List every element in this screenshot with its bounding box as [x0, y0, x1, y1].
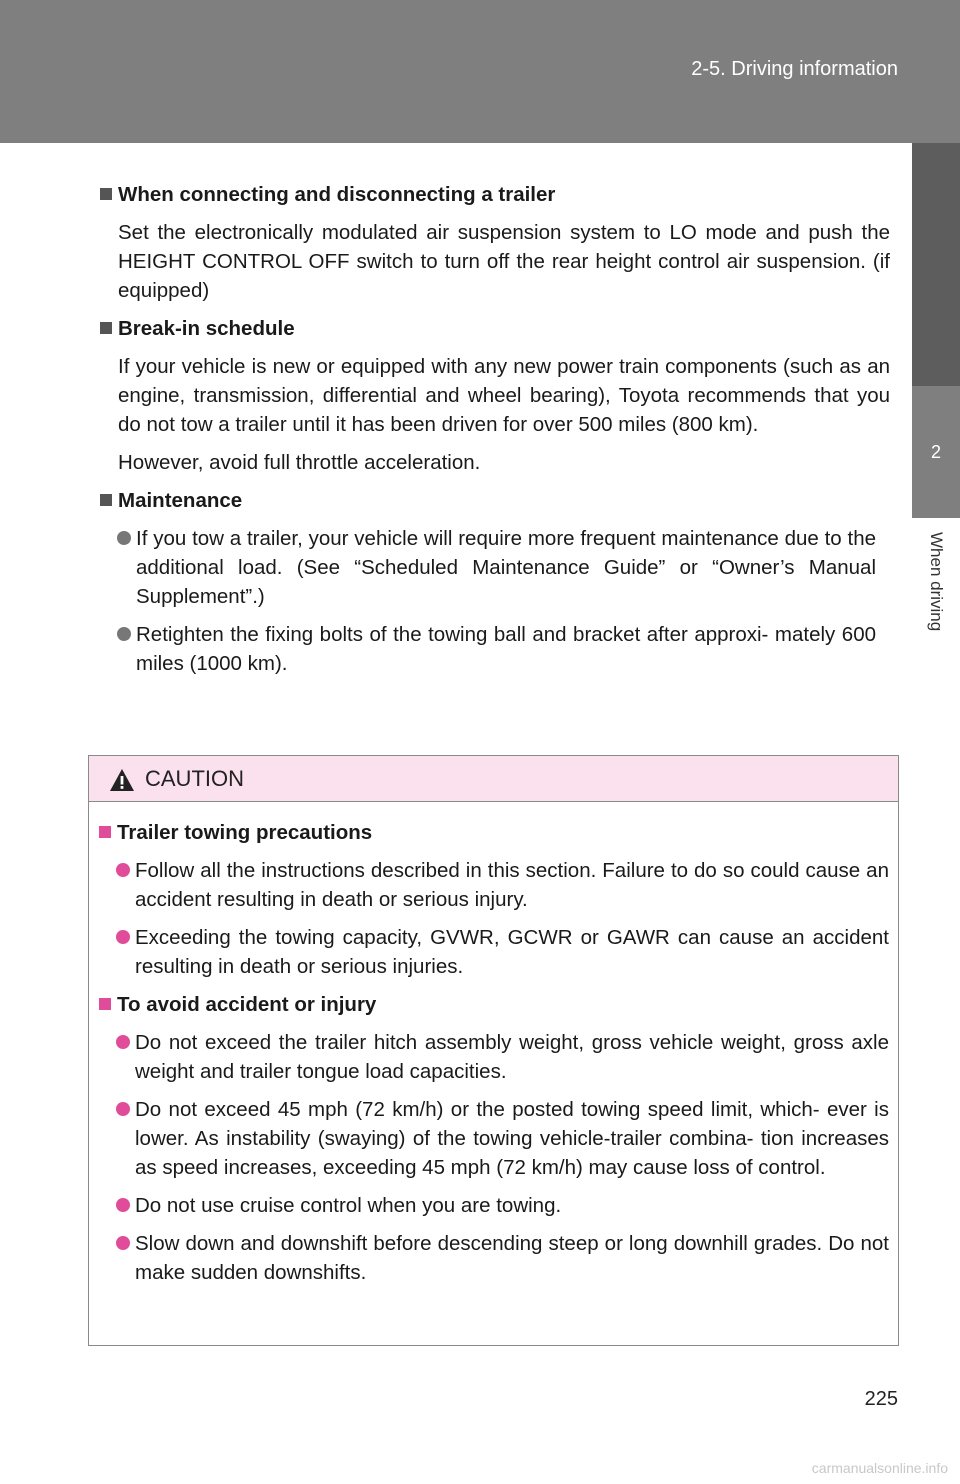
circle-bullet-icon	[117, 531, 131, 545]
main-content	[100, 180, 890, 687]
list-item: If you tow a trailer, your vehicle will require more frequent maintenance due to the additional load. (See “Scheduled Maintenance Guide” or “Owner’s Manual Supplement”.)	[136, 524, 876, 611]
paragraph: If your vehicle is new or equipped with any new power train components (such as an engine, transmission, differential and wheel bearing), Toyota recommends that you do not tow a trailer until it has been driven for over 500 miles (800 km).	[118, 355, 890, 436]
circle-bullet-icon	[116, 1236, 130, 1250]
list-item: Do not use cruise control when you are towing.	[135, 1191, 889, 1220]
caution-heading: To avoid accident or injury	[99, 990, 889, 1019]
circle-bullet-icon	[116, 1102, 130, 1116]
square-bullet-icon	[99, 826, 111, 838]
circle-bullet-icon	[117, 627, 131, 641]
section-heading: Maintenance	[100, 486, 890, 515]
caution-heading: Trailer towing precautions	[99, 818, 889, 847]
square-bullet-icon	[100, 188, 112, 200]
list-item: Slow down and downshift before descending steep or long downhill grades. Do not make sudden downshifts.	[135, 1229, 889, 1287]
paragraph: However, avoid full throttle acceleration.	[118, 451, 481, 474]
watermark: carmanualsonline.info	[811, 1460, 948, 1476]
section-heading: Break-in schedule	[100, 314, 890, 343]
caution-box	[88, 755, 899, 1346]
square-bullet-icon	[100, 322, 112, 334]
side-strip	[912, 143, 960, 386]
list-item: Retighten the fixing bolts of the towing ball and bracket after approxi- mately 600 miles (1000 km).	[136, 620, 876, 678]
chapter-tab-label: When driving	[927, 532, 946, 632]
list-item: Do not exceed 45 mph (72 km/h) or the posted towing speed limit, which- ever is lower. As instability (swaying) of the towing vehicle-trailer combina- tion increases as speed increases, exceeding 45 mph (72 km/h) may cause loss of control.	[135, 1095, 889, 1182]
caution-label: CAUTION	[145, 766, 244, 791]
circle-bullet-icon	[116, 930, 130, 944]
caution-body	[99, 818, 889, 1296]
warning-triangle-icon	[109, 768, 135, 792]
paragraph: Set the electronically modulated air suspension system to LO mode and push the HEIGHT CONTROL OFF switch to turn off the rear height control air suspension. (if equipped)	[118, 221, 890, 302]
circle-bullet-icon	[116, 1035, 130, 1049]
page-number: 225	[864, 1388, 898, 1410]
section-title: 2-5. Driving information	[691, 58, 898, 80]
circle-bullet-icon	[116, 863, 130, 877]
square-bullet-icon	[99, 998, 111, 1010]
chapter-tab	[912, 518, 960, 670]
list-item: Exceeding the towing capacity, GVWR, GCWR or GAWR can cause an accident resulting in death or serious injuries.	[135, 923, 889, 981]
chapter-tab-number: 2	[912, 386, 960, 518]
list-item: Do not exceed the trailer hitch assembly weight, gross vehicle weight, gross axle weight and trailer tongue load capacities.	[135, 1028, 889, 1086]
caution-header	[89, 756, 898, 802]
circle-bullet-icon	[116, 1198, 130, 1212]
list-item: Follow all the instructions described in this section. Failure to do so could cause an accident resulting in death or serious injury.	[135, 856, 889, 914]
page-header	[0, 0, 960, 143]
square-bullet-icon	[100, 494, 112, 506]
section-heading: When connecting and disconnecting a trailer	[100, 180, 890, 209]
